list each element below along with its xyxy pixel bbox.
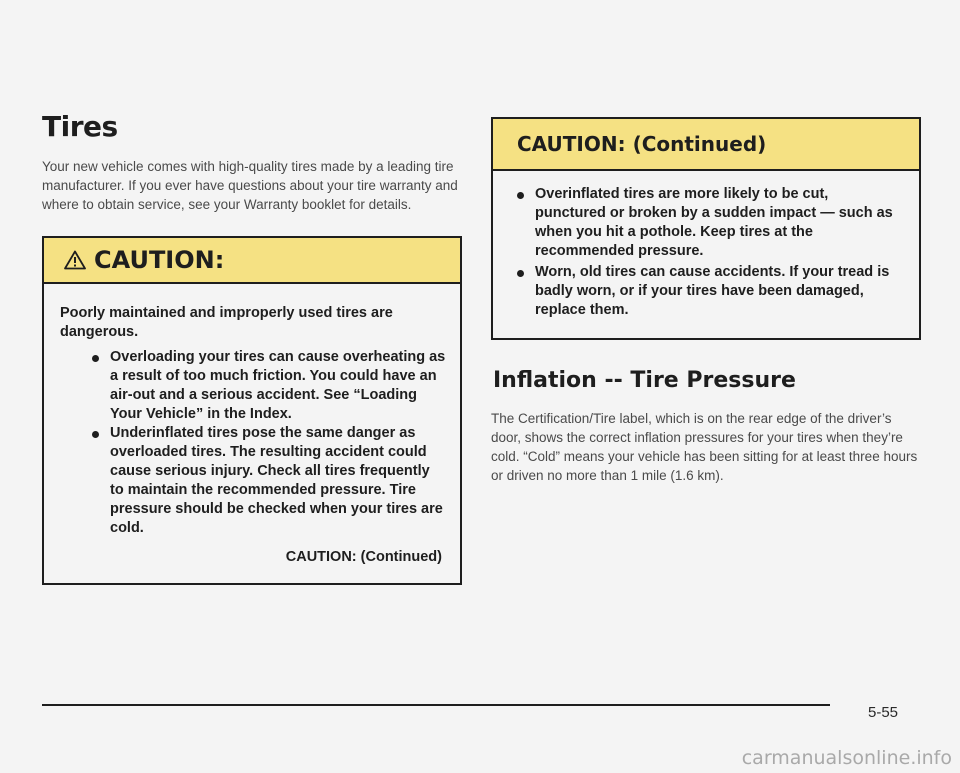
right-column (491, 117, 921, 485)
bullet-dot-icon (92, 355, 99, 362)
bullet-dot-icon (517, 192, 524, 199)
bullet-text: Underinflated tires pose the same danger as overloaded tires. The resulting accident could cause serious injury. Check all tires frequently to maintain the recommended pressure. Tire pressure should be checked when your tires are cold. (110, 425, 443, 536)
tires-intro-paragraph: Your new vehicle comes with high-quality tires made by a leading tire manufacturer. If you ever have questions about your tire warranty and where to obtain service, see your Warranty booklet for details. (42, 159, 458, 212)
caution-box-right (491, 117, 921, 340)
list-item (86, 348, 446, 424)
caution-right-bullet-list (511, 185, 903, 320)
section-title-inflation: Inflation -- Tire Pressure (493, 368, 796, 393)
list-item (511, 263, 903, 320)
warning-triangle-icon (64, 250, 86, 270)
caution-box-left (42, 236, 462, 585)
section-title-tires: Tires (42, 110, 118, 143)
watermark-text: carmanualsonline.info (741, 747, 952, 769)
inflation-paragraph: The Certification/Tire label, which is on the rear edge of the driver’s door, shows the correct inflation pressures for your tires when they’re cold. “Cold” means your vehicle has been sitting for at least three hours or driven no more than 1 mile (1.6 km). (491, 411, 918, 483)
bullet-text: Overinflated tires are more likely to be cut, punctured or broken by a sudden impact — such as when you hit a pothole. Keep tires at the recommended pressure. (535, 186, 893, 259)
bullet-dot-icon (517, 270, 524, 277)
bullet-dot-icon (92, 431, 99, 438)
caution-body-left (44, 284, 460, 583)
list-item (511, 185, 903, 261)
caution-header-left (44, 238, 460, 284)
bullet-text: Worn, old tires can cause accidents. If your tread is badly worn, or if your tires have been damaged, replace them. (535, 264, 890, 318)
page-number: 5-55 (868, 704, 899, 721)
bullet-text: Overloading your tires can cause overheating as a result of too much friction. You could have an air-out and a serious accident. See “Loading Your Vehicle” in the Index. (110, 349, 446, 422)
caution-lead-text: Poorly maintained and improperly used tires are dangerous. (60, 305, 393, 340)
left-column (42, 110, 462, 585)
caution-continued-label: CAUTION: (Continued) (285, 549, 442, 565)
list-item (86, 424, 446, 538)
footer-rule (42, 704, 830, 706)
caution-header-right (493, 119, 919, 171)
caution-header-left-text: CAUTION: (94, 246, 225, 274)
caution-body-right (493, 171, 919, 338)
caution-left-bullet-list (86, 348, 446, 538)
caution-header-right-text: CAUTION: (Continued) (517, 132, 767, 156)
